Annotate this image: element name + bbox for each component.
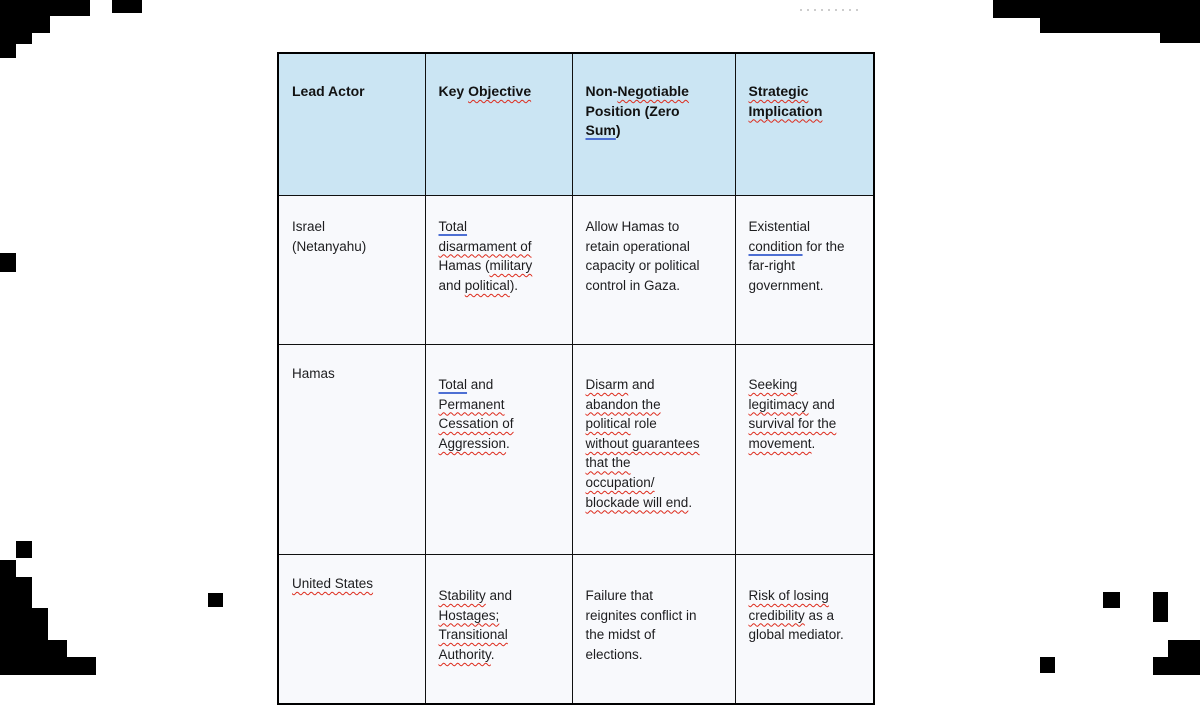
edge-artifact xyxy=(1103,592,1120,608)
header-cell-strategic-implication[interactable] xyxy=(735,53,874,196)
text-segment-red-underline: Risk of losing xyxy=(748,588,829,603)
text-segment-red-underline: occupation/ xyxy=(585,474,655,490)
text-segment-blue-underline: Total xyxy=(438,377,468,392)
text-segment: ). xyxy=(509,277,519,293)
text-segment: . xyxy=(811,435,816,451)
edge-artifact xyxy=(208,593,223,607)
text-segment-blue-underline: Sum xyxy=(585,122,616,138)
header-cell-lead-actor[interactable] xyxy=(278,53,425,196)
cell-text xyxy=(749,375,861,453)
text-segment: for the xyxy=(802,238,845,254)
text-segment-red-underline: Disarm xyxy=(585,377,629,392)
text-segment: Israel xyxy=(292,219,326,234)
text-segment: and xyxy=(628,377,655,392)
text-segment: ) xyxy=(615,122,621,138)
text-segment: and xyxy=(808,396,835,412)
text-segment: the midst of xyxy=(585,627,656,643)
text-segment-red-underline: that the xyxy=(585,455,631,471)
text-segment: and xyxy=(438,277,465,293)
comparison-table xyxy=(277,52,875,705)
table-row-united-states xyxy=(278,555,874,705)
cell-text xyxy=(292,217,412,256)
cell-text xyxy=(292,574,412,594)
text-segment-red-underline: Negotiable xyxy=(617,83,689,99)
text-segment: as a xyxy=(804,607,835,623)
edge-artifact xyxy=(1040,0,1200,33)
text-segment: Position (Zero xyxy=(585,102,680,119)
text-segment: government. xyxy=(748,277,824,293)
text-segment-red-underline: Aggression xyxy=(438,435,507,451)
dot-mark xyxy=(807,9,809,11)
edge-artifact xyxy=(112,0,142,13)
text-segment-red-underline: Objective xyxy=(468,83,532,99)
edge-artifact xyxy=(1040,657,1055,673)
text-segment: reignites conflict in xyxy=(585,607,697,623)
edge-artifact xyxy=(993,0,1200,18)
edge-artifact xyxy=(0,253,16,272)
document-page xyxy=(277,52,875,705)
cell-text xyxy=(586,586,722,664)
text-segment: far-right xyxy=(748,258,796,274)
text-segment: Existential xyxy=(748,219,811,234)
cell-text xyxy=(439,586,559,664)
edge-artifact xyxy=(0,608,48,675)
cell-hamas-col2[interactable] xyxy=(425,345,572,555)
edge-artifact xyxy=(0,0,32,44)
text-segment-red-underline: Transitional xyxy=(438,627,508,643)
text-segment-red-underline: credibility xyxy=(748,607,805,623)
text-segment: and xyxy=(485,588,513,603)
text-segment-red-underline: political xyxy=(585,416,631,432)
text-segment-blue-underline: condition xyxy=(748,238,803,254)
edge-artifact xyxy=(0,577,32,675)
cell-hamas-col4[interactable] xyxy=(735,345,874,555)
text-segment: role xyxy=(630,416,657,432)
cell-hamas-col3[interactable] xyxy=(572,345,735,555)
text-segment-red-underline: Authority xyxy=(438,646,491,662)
text-segment: . xyxy=(490,646,495,662)
cell-israel-col4[interactable] xyxy=(735,196,874,345)
text-segment: capacity or political xyxy=(585,258,700,274)
text-segment-red-underline: Seeking xyxy=(748,377,798,392)
header-cell-key-objective[interactable] xyxy=(425,53,572,196)
header-cell-text xyxy=(292,82,412,102)
edge-artifact xyxy=(0,0,90,16)
text-segment-red-underline: political xyxy=(464,277,510,293)
cell-israel-col2[interactable] xyxy=(425,196,572,345)
text-segment: and xyxy=(467,377,494,392)
text-segment: . xyxy=(688,494,693,510)
cell-israel-col1[interactable] xyxy=(278,196,425,345)
cell-israel-col3[interactable] xyxy=(572,196,735,345)
text-segment: Hamas xyxy=(292,366,335,381)
text-segment: elections. xyxy=(585,646,643,662)
edge-artifact xyxy=(1153,657,1200,675)
text-segment-red-underline: Strategic xyxy=(748,83,809,99)
cell-text xyxy=(292,364,412,384)
text-segment-red-underline: Hostages; xyxy=(438,607,500,623)
text-segment-red-underline: Implication xyxy=(748,102,823,119)
edge-artifact xyxy=(0,560,16,675)
text-segment-red-underline: blockade will end xyxy=(585,494,689,510)
dot-mark xyxy=(842,9,844,11)
dot-mark xyxy=(800,9,802,11)
text-segment-red-underline: Cessation of xyxy=(438,416,514,432)
table-row-hamas xyxy=(278,345,874,555)
text-segment-red-underline: disarmament of xyxy=(438,238,532,254)
text-segment-red-underline: Permanent xyxy=(438,396,505,412)
edge-artifact xyxy=(1168,640,1200,675)
text-segment-red-underline: movement xyxy=(748,435,812,451)
cell-united-states-col3[interactable] xyxy=(572,555,735,705)
dot-mark xyxy=(821,9,823,11)
header-row xyxy=(278,53,874,196)
text-segment-red-underline: without guarantees xyxy=(585,435,700,451)
cell-text xyxy=(586,375,722,512)
cell-united-states-col1[interactable] xyxy=(278,555,425,705)
text-segment: . xyxy=(506,435,510,451)
text-segment: (Netanyahu) xyxy=(292,238,367,254)
edge-artifact xyxy=(16,541,32,558)
text-segment-red-underline: survival for the xyxy=(748,416,837,432)
text-segment: control in Gaza. xyxy=(585,277,681,293)
table-row-israel xyxy=(278,196,874,345)
dot-mark xyxy=(828,9,830,11)
cell-united-states-col2[interactable] xyxy=(425,555,572,705)
edge-artifact xyxy=(0,640,67,675)
text-segment-red-underline: Stability xyxy=(438,588,486,603)
header-cell-non-negotiable-position[interactable] xyxy=(572,53,735,196)
edge-artifact xyxy=(0,0,50,33)
cell-text xyxy=(586,217,722,295)
edge-artifact xyxy=(1160,0,1200,43)
cell-text xyxy=(439,217,559,295)
dot-mark xyxy=(856,9,858,11)
dot-mark xyxy=(835,9,837,11)
edge-artifact xyxy=(0,0,16,58)
text-segment-red-underline: United States xyxy=(292,576,374,591)
text-segment: Key xyxy=(438,83,469,99)
text-segment-blue-underline: Total xyxy=(438,219,468,234)
header-cell-text xyxy=(439,82,559,102)
header-cell-text xyxy=(586,82,722,141)
dot-mark xyxy=(814,9,816,11)
text-segment: Failure that xyxy=(585,588,654,603)
text-segment: Hamas ( xyxy=(438,258,490,274)
edge-artifact xyxy=(0,657,96,675)
cell-text xyxy=(749,586,861,645)
edge-artifact xyxy=(1153,592,1168,622)
text-segment: global mediator. xyxy=(748,627,844,643)
dot-mark xyxy=(849,9,851,11)
cell-hamas-col1[interactable] xyxy=(278,345,425,555)
text-segment: Allow Hamas to xyxy=(585,219,680,234)
header-cell-text xyxy=(749,82,861,121)
cell-text xyxy=(749,217,861,295)
text-segment-red-underline: abandon the xyxy=(585,396,661,412)
text-segment: retain operational xyxy=(585,238,690,254)
text-segment-red-underline: legitimacy xyxy=(748,396,809,412)
cell-text xyxy=(439,375,559,453)
cell-united-states-col4[interactable] xyxy=(735,555,874,705)
text-segment-red-underline: military xyxy=(489,258,533,274)
text-segment: Non- xyxy=(585,83,618,99)
text-segment: Lead Actor xyxy=(292,83,365,99)
